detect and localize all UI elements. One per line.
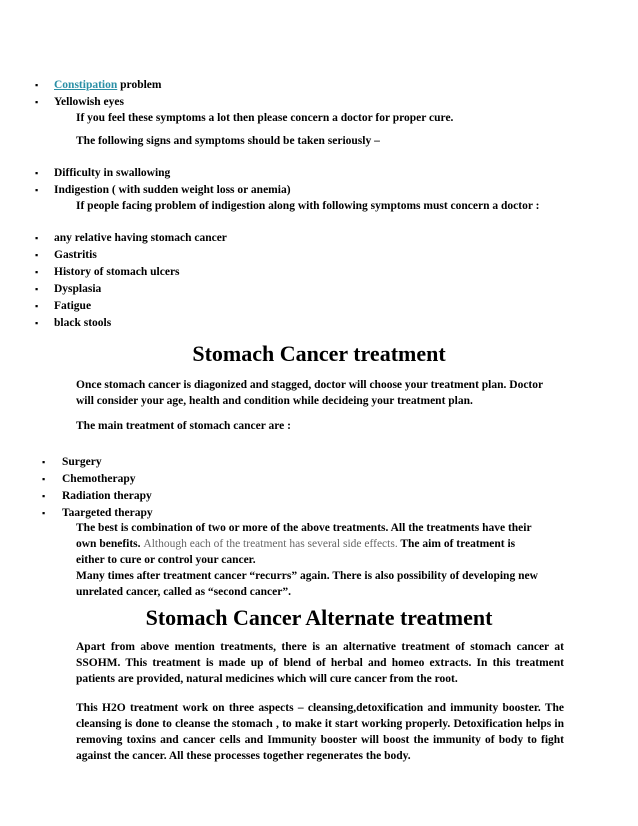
list-item: History of stomach ulcers [54, 266, 180, 278]
list-item: Fatigue [54, 300, 92, 312]
bullet-icon: ▪ [35, 168, 39, 178]
text-span: The aim of treatment is [397, 538, 516, 550]
bullet-icon: ▪ [35, 301, 39, 311]
bullet-icon: ▪ [35, 233, 39, 243]
list-item: black stools [54, 317, 112, 329]
list-item: Yellowish eyes [54, 96, 124, 108]
paragraph-line: either to cure or control your cancer. [76, 554, 256, 566]
bullet-icon: ▪ [35, 80, 39, 90]
paragraph: Apart from above mention treatments, there is an alternative treatment of stomach cancer at SSOHM. This treatment is made up of blend of herbal and homeo extracts. In this treatment patients are provided, natural medicines which will cure cancer from the root. [76, 641, 564, 685]
bullet-icon: ▪ [35, 267, 39, 277]
paragraph-line: Many times after treatment cancer “recurrs” again. There is also possibility of developing new [76, 570, 538, 582]
paragraph: This H2O treatment work on three aspects – cleansing,detoxification and immunity booster. The cleansing is done to cleanse the stomach , to make it start working properly. Detoxification helps in removing toxins and cancer cells and Immunity booster will boost the immunity of body to fight against the cancer. All these processes together regenerates the body. [76, 702, 564, 762]
bullet-icon: ▪ [42, 474, 46, 484]
list-item: any relative having stomach cancer [54, 232, 227, 244]
list-item: Gastritis [54, 249, 97, 261]
paragraph-line: Once stomach cancer is diagonized and stagged, doctor will choose your treatment plan. Doctor [76, 379, 544, 391]
section-heading-treatment: Stomach Cancer treatment [192, 341, 446, 366]
paragraph-line: The best is combination of two or more of the above treatments. All the treatments have their [76, 522, 532, 534]
paragraph-line: unrelated cancer, called as “second cancer”. [76, 586, 291, 598]
list-item: Indigestion ( with sudden weight loss or anemia) [54, 184, 291, 196]
list-item: Dysplasia [54, 283, 102, 295]
list-item-text: problem [117, 79, 162, 91]
paragraph-line [76, 536, 515, 552]
paragraph-line: The main treatment of stomach cancer are : [76, 420, 291, 432]
note-text: If you feel these symptoms a lot then please concern a doctor for proper cure. [76, 112, 454, 124]
bullet-icon: ▪ [35, 97, 39, 107]
bullet-icon: ▪ [42, 508, 46, 518]
bullet-icon: ▪ [42, 491, 46, 501]
bullet-icon: ▪ [42, 457, 46, 467]
list-item [54, 77, 161, 93]
paragraph-line: will consider your age, health and condition while decideing your treatment plan. [76, 395, 473, 407]
note-text: The following signs and symptoms should be taken seriously – [76, 135, 380, 147]
list-item: Surgery [62, 456, 102, 468]
bullet-icon: ▪ [35, 284, 39, 294]
list-item: Chemotherapy [62, 473, 136, 485]
constipation-link[interactable]: Constipation [54, 79, 118, 91]
list-item: Radiation therapy [62, 490, 152, 502]
text-span: own benefits. [76, 538, 144, 550]
bullet-icon: ▪ [35, 318, 39, 328]
bullet-icon: ▪ [35, 250, 39, 260]
side-effects-note: Although each of the treatment has several side effects. [143, 538, 398, 550]
note-text: If people facing problem of indigestion along with following symptoms must concern a doctor : [76, 200, 540, 212]
list-item: Taargeted therapy [62, 507, 153, 519]
list-item: Difficulty in swallowing [54, 167, 171, 179]
section-heading-alternate: Stomach Cancer Alternate treatment [145, 605, 493, 630]
bullet-icon: ▪ [35, 185, 39, 195]
